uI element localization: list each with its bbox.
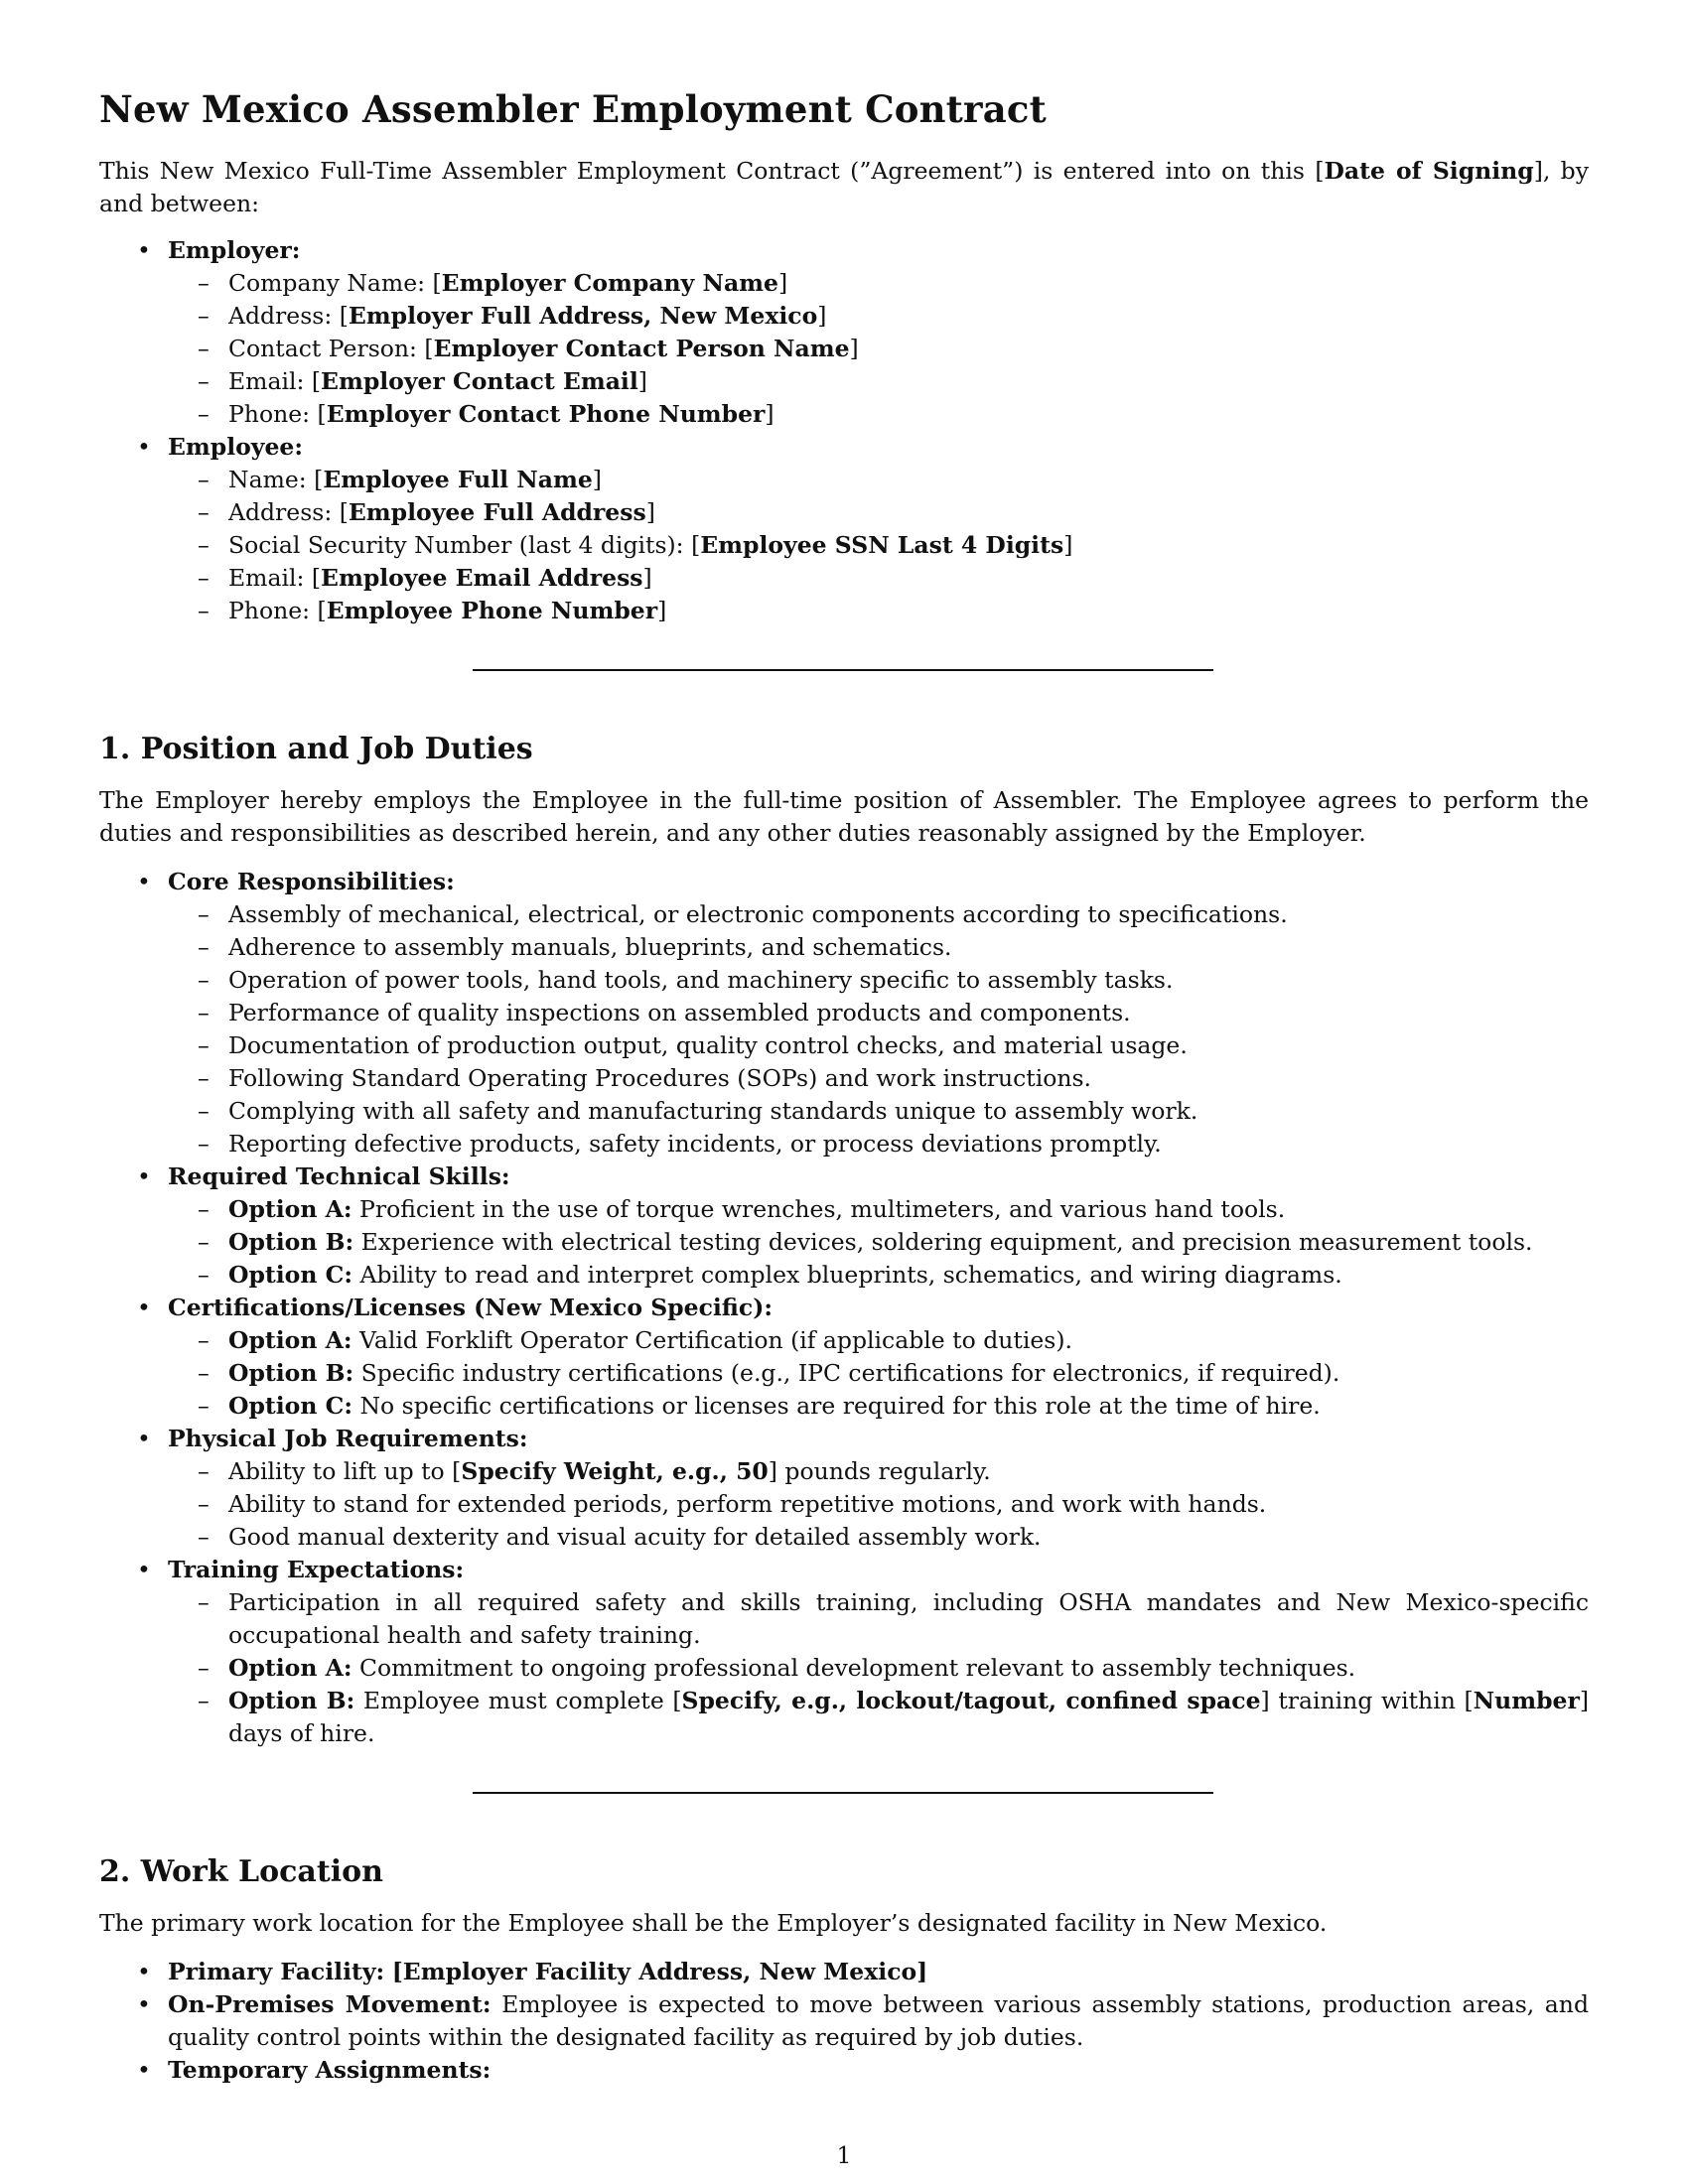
skills-list: [168, 1193, 1589, 1292]
placeholder-value: Employer Full Address, New Mexico: [348, 302, 818, 330]
section-1-heading: 1. Position and Job Duties: [99, 732, 533, 766]
placeholder-value: Employer Company Name: [441, 269, 778, 297]
section-divider: [473, 669, 1213, 671]
primary-facility: • Primary Facility: [Employer Facility Address, New Mexico]: [137, 1958, 928, 1985]
training-list: [168, 1586, 1589, 1750]
list-item: – Option A: Commitment to ongoing professional development relevant to assembly techniques.: [198, 1654, 1356, 1682]
date-placeholder: Date of Signing: [1324, 157, 1534, 185]
section-1-list: [99, 866, 1589, 1750]
employee-detail: – Social Security Number (last 4 digits): [Employee SSN Last 4 Digits]: [198, 531, 1073, 559]
physical-list: [168, 1455, 1589, 1554]
placeholder-value: Employee SSN Last 4 Digits: [700, 531, 1064, 559]
parties-list: [99, 234, 1589, 627]
section-2-body: The primary work location for the Employee shall be the Employer’s designated facility in New Mexico.: [99, 1909, 1328, 1937]
employer-detail: – Address: [Employer Full Address, New Mexico]: [198, 302, 827, 330]
section-1-body: The Employer hereby employs the Employee in the full-time position of Assembler. The Employee agrees to perform the duties and responsibilities as described herein, and any other duties reasonably assigned by the Employer.: [99, 786, 1589, 847]
list-item: – Ability to stand for extended periods, perform repetitive motions, and work with hands.: [198, 1490, 1267, 1518]
document-title: New Mexico Assembler Employment Contract: [99, 87, 1047, 131]
employer-detail: – Company Name: [Employer Company Name]: [198, 269, 788, 297]
employer-item: • Employer: – Company Name: [Employer Company Name] – Address: [Employer Full Address, New Mexico] – Contact Person: [Employer Contact Person Name] – Email: [Employer Contact Email] – Phone: [Employer Contact Phone Number]: [99, 234, 1589, 431]
core-responsibilities: • Core Responsibilities: – Assembly of mechanical, electrical, or electronic components according to specifications. – Adherence to assembly manuals, blueprints, and schematics. – Operation of power tools, hand tools, and machinery specific to assembly tasks. – Performance of quality inspections on assembled products and components. – Documentation of production output, quality control checks, and material usage. – Following Standard Operating Procedures (SOPs) and work instructions. – Complying with all safety and manufacturing standards unique to assembly work. – Reporting defective products, safety incidents, or process deviations promptly.: [99, 866, 1589, 1160]
contract-page: [99, 87, 1589, 2087]
on-premises-movement: • On-Premises Movement: Employee is expected to move between various assembly stations, production areas, and quality control points within the designated facility as required by job duties.: [137, 1990, 1589, 2051]
list-item: – Reporting defective products, safety incidents, or process deviations promptly.: [198, 1130, 1162, 1158]
employee-detail: – Name: [Employee Full Name]: [198, 466, 602, 493]
list-item: – Operation of power tools, hand tools, and machinery specific to assembly tasks.: [198, 966, 1174, 994]
placeholder-value: Employee Full Name: [323, 466, 593, 493]
list-item: – Ability to lift up to [Specify Weight, e.g., 50] pounds regularly.: [198, 1457, 991, 1485]
list-item: – Participation in all required safety and skills training, including OSHA mandates and New Mexico-specific occupational health and safety training.: [198, 1588, 1589, 1649]
employer-detail: – Phone: [Employer Contact Phone Number]: [198, 400, 774, 428]
list-item: – Documentation of production output, quality control checks, and material usage.: [198, 1031, 1188, 1059]
core-list: [168, 898, 1589, 1160]
list-item: – Complying with all safety and manufacturing standards unique to assembly work.: [198, 1097, 1198, 1125]
placeholder-value: Employer Contact Phone Number: [326, 400, 766, 428]
placeholder-value: Employee Email Address: [321, 564, 643, 592]
list-item: – Assembly of mechanical, electrical, or electronic components according to specifications.: [198, 900, 1288, 928]
page-number: 1: [836, 2141, 852, 2169]
technical-skills: • Required Technical Skills: – Option A: Proficient in the use of torque wrenches, multimeters, and various hand tools. – Option B: Experience with electrical testing devices, soldering equipment, and precision measurement tools. – Option C: Ability to read and interpret complex blueprints, schematics, and wiring diagrams.: [99, 1160, 1589, 1292]
list-item: – Option B: Specific industry certifications (e.g., IPC certifications for electronics, if required).: [198, 1359, 1340, 1387]
list-item: – Adherence to assembly manuals, blueprints, and schematics.: [198, 933, 952, 961]
list-item: – Following Standard Operating Procedures (SOPs) and work instructions.: [198, 1064, 1092, 1092]
section-divider: [473, 1792, 1213, 1794]
employer-detail: – Email: [Employer Contact Email]: [198, 367, 647, 395]
physical-requirements: • Physical Job Requirements: – Ability to lift up to [Specify Weight, e.g., 50] pounds regularly. – Ability to stand for extended periods, perform repetitive motions, and work with hands. – Good manual dexterity and visual acuity for detailed assembly work.: [99, 1423, 1589, 1554]
placeholder-value: Employer Contact Email: [321, 367, 638, 395]
temporary-assignments: • Temporary Assignments:: [137, 2056, 492, 2084]
placeholder-value: Employer Contact Person Name: [433, 335, 850, 362]
employee-detail: – Email: [Employee Email Address]: [198, 564, 652, 592]
certs-list: [168, 1324, 1589, 1423]
training-expectations: • Training Expectations: – Participation in all required safety and skills training, including OSHA mandates and New Mexico-specific occupational health and safety training. – Option A: Commitment to ongoing professional development relevant to assembly techniques. – Option B: Employee must complete [Specify, e.g., lockout/tagout, confined space] training within [Number] days of hire.: [99, 1554, 1589, 1750]
list-item: – Option C: Ability to read and interpret complex blueprints, schematics, and wiring diagrams.: [198, 1261, 1342, 1289]
employee-detail: – Phone: [Employee Phone Number]: [198, 597, 667, 624]
employee-item: • Employee: – Name: [Employee Full Name] – Address: [Employee Full Address] – Social Security Number (last 4 digits): [Employee SSN Last 4 Digits] – Email: [Employee Email Address] – Phone: [Employee Phone Number]: [99, 431, 1589, 627]
list-item: – Option A: Proficient in the use of torque wrenches, multimeters, and various hand tools.: [198, 1195, 1286, 1223]
section-2-list: [99, 1956, 1589, 2087]
list-item: – Option A: Valid Forklift Operator Certification (if applicable to duties).: [198, 1326, 1072, 1354]
list-item: – Option B: Employee must complete [Specify, e.g., lockout/tagout, confined space] training within [Number] days of hire.: [198, 1687, 1590, 1747]
placeholder-value: Employee Phone Number: [326, 597, 658, 624]
placeholder-value: Employee Full Address: [348, 498, 646, 526]
list-item: – Performance of quality inspections on assembled products and components.: [198, 999, 1131, 1026]
employer-details: [168, 267, 1589, 431]
employee-detail: – Address: [Employee Full Address]: [198, 498, 655, 526]
employee-details: [168, 464, 1589, 627]
section-2-heading: 2. Work Location: [99, 1854, 383, 1889]
certifications: • Certifications/Licenses (New Mexico Specific): – Option A: Valid Forklift Operator Certification (if applicable to duties). – Option B: Specific industry certifications (e.g., IPC certifications for electronics, if required). – Option C: No specific certifications or licenses are required for this role at the time of hire.: [99, 1292, 1589, 1423]
intro-paragraph: This New Mexico Full-Time Assembler Employment Contract (”Agreement”) is entered into on this [Date of Signing], by and between:: [99, 157, 1589, 217]
list-item: – Good manual dexterity and visual acuity for detailed assembly work.: [198, 1523, 1042, 1551]
list-item: – Option C: No specific certifications or licenses are required for this role at the time of hire.: [198, 1392, 1321, 1420]
list-item: – Option B: Experience with electrical testing devices, soldering equipment, and precision measurement tools.: [198, 1228, 1533, 1256]
employer-detail: – Contact Person: [Employer Contact Person Name]: [198, 335, 859, 362]
